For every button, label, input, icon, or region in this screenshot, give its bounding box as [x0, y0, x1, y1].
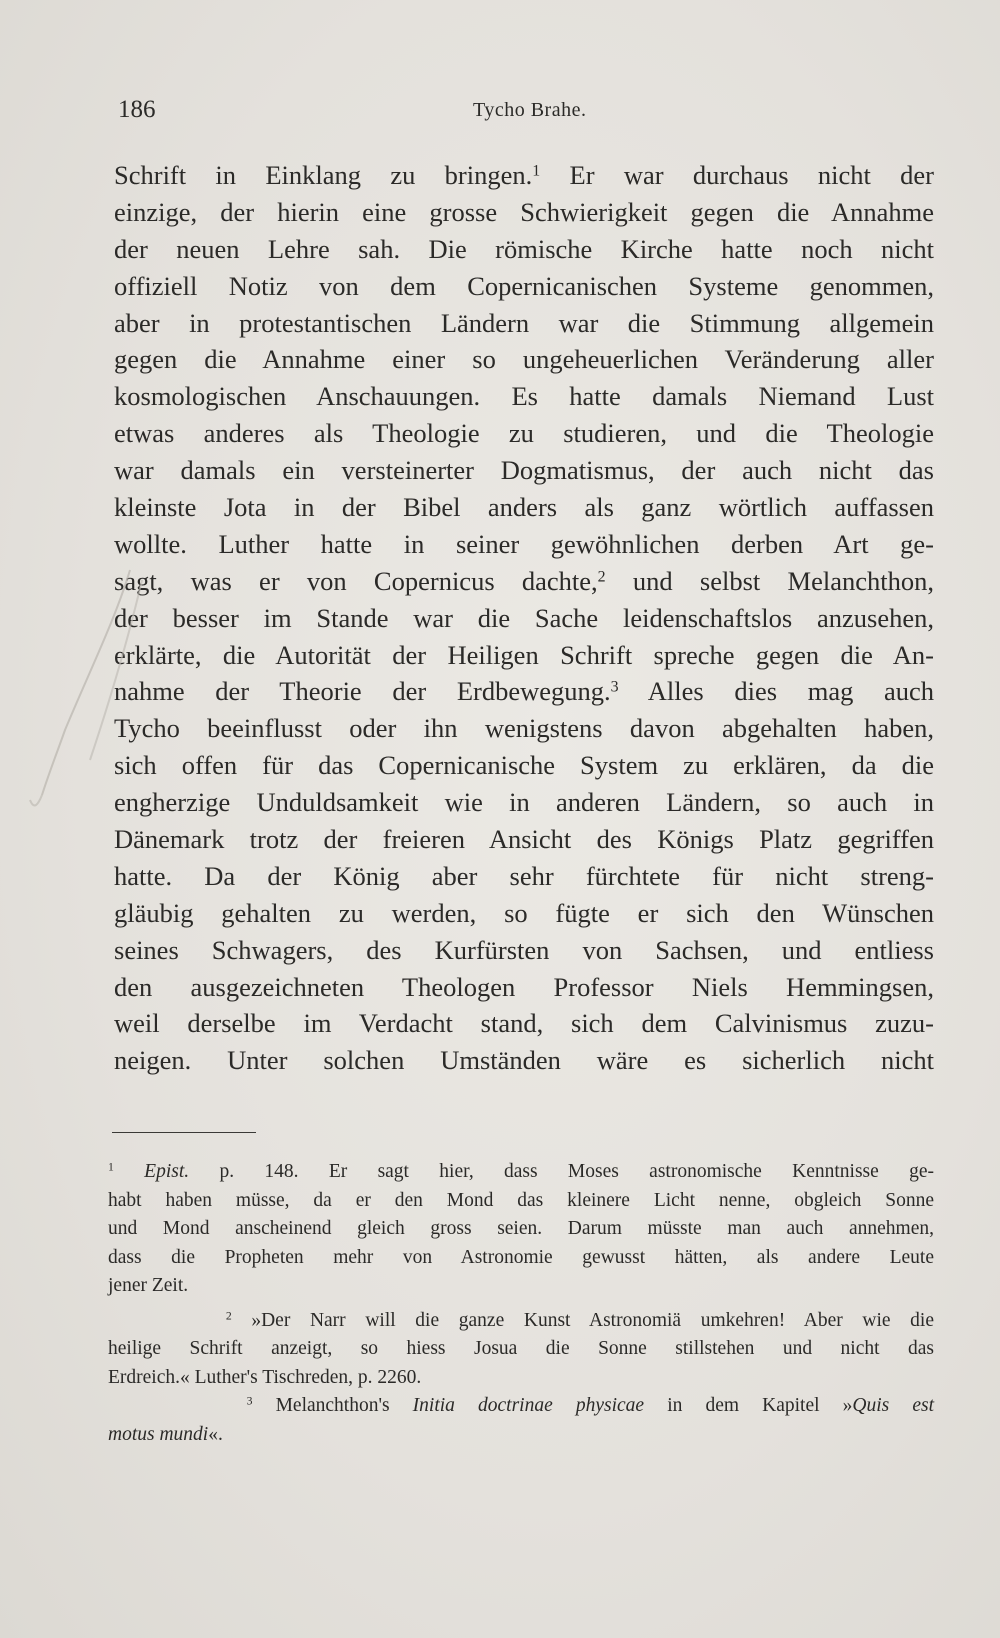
footnote-line: Erdreich.« Luther's Tischreden, p. 2260.	[108, 1366, 422, 1388]
text-line: wollte. Luther hatte in seiner gewöhnlichen derben Art ge-	[114, 528, 934, 559]
text-line: weil derselbe im Verdacht stand, sich dem Calvinismus zuzu-	[114, 1008, 934, 1039]
footnote-line: dass die Propheten mehr von Astronomie gewusst hätten, als andere Leute	[108, 1246, 934, 1268]
text-line: engherzige Unduldsamkeit wie in anderen Ländern, so auch in	[114, 787, 934, 818]
footnote-line: $^1$ Epist. p. 148. Er sagt hier, dass Moses astronomische Kenntnisse ge-	[108, 1160, 934, 1182]
footnote-line: habt haben müsse, da er den Mond das kleinere Licht nenne, obgleich Sonne	[108, 1189, 934, 1211]
footnote-2	[108, 1307, 934, 1393]
text-line: den ausgezeichneten Theologen Professor Niels Hemmingsen,	[114, 971, 934, 1002]
footnote-ref: 3	[610, 678, 619, 696]
text-line: Schrift in Einklang zu bringen.$^1$ Er war durchaus nicht der	[114, 160, 934, 190]
text-line: etwas anderes als Theologie zu studieren, und die Theologie	[114, 418, 934, 449]
text-line: neigen. Unter solchen Umständen wäre es sicherlich nicht	[114, 1045, 934, 1076]
pencil-mark-icon	[20, 560, 160, 820]
text-line: offiziell Notiz von dem Copernicanischen Systeme genommen,	[114, 270, 934, 301]
page-number: 186	[118, 96, 156, 123]
footnotes	[108, 1158, 934, 1449]
running-title: Tycho Brahe.	[473, 99, 587, 121]
text-line: der neuen Lehre sah. Die römische Kirche hatte noch nicht	[114, 233, 934, 264]
footnote-line: $^3$ Melanchthon's Initia doctrinae physicae in dem Kapitel »Quis est	[246, 1394, 935, 1416]
text-line: hatte. Da der König aber sehr fürchtete für nicht streng-	[114, 860, 934, 891]
text-line: war damals ein versteinerter Dogmatismus, der auch nicht das	[114, 455, 934, 486]
text-line: aber in protestantischen Ländern war die Stimmung allgemein	[114, 307, 934, 338]
footnote-line: und Mond anscheinend gleich gross seien. Darum müsste man auch annehmen,	[108, 1218, 934, 1239]
text-line: Dänemark trotz der freieren Ansicht des Königs Platz gegriffen	[114, 824, 934, 855]
footnote-line: motus mundi«.	[108, 1423, 223, 1445]
text-line: kosmologischen Anschauungen. Es hatte damals Niemand Lust	[114, 381, 934, 412]
footnote-rule	[112, 1132, 256, 1133]
text-line: Tycho beeinflusst oder ihn wenigstens davon abgehalten haben,	[114, 713, 934, 744]
text-line: gläubig gehalten zu werden, so fügte er sich den Wünschen	[114, 897, 934, 928]
footnote-ref: 2	[597, 568, 606, 586]
text-line: der besser im Stande war die Sache leidenschaftslos anzusehen,	[114, 602, 934, 633]
body-text	[114, 157, 934, 1079]
text-line: sich offen für das Copernicanische System zu erklären, da die	[114, 750, 934, 781]
text-line: seines Schwagers, des Kurfürsten von Sachsen, und entliess	[114, 934, 934, 965]
footnote-ref: 1	[532, 162, 541, 180]
footnote-line: heilige Schrift anzeigt, so hiess Josua die Sonne stillstehen und nicht das	[108, 1338, 934, 1359]
page-header	[118, 96, 928, 130]
text-line: einzige, der hierin eine grosse Schwierigkeit gegen die Annahme	[114, 196, 934, 227]
text-line: nahme der Theorie der Erdbewegung.$^3$ Alles dies mag auch	[114, 676, 935, 707]
text-line: kleinste Jota in der Bibel anders als ganz wörtlich auffassen	[114, 492, 934, 523]
text-line: sagt, was er von Copernicus dachte,$^2$ und selbst Melanchthon,	[114, 565, 934, 596]
footnote-line: jener Zeit.	[108, 1275, 189, 1296]
footnote-line: $^2$ »Der Narr will die ganze Kunst Astronomiä umkehren! Aber wie die	[225, 1309, 934, 1331]
footnote-3	[108, 1392, 934, 1449]
text-line: gegen die Annahme einer so ungeheuerlichen Veränderung aller	[114, 344, 934, 375]
footnote-1	[108, 1158, 934, 1301]
text-line: erklärte, die Autorität der Heiligen Schrift spreche gegen die An-	[114, 639, 934, 670]
